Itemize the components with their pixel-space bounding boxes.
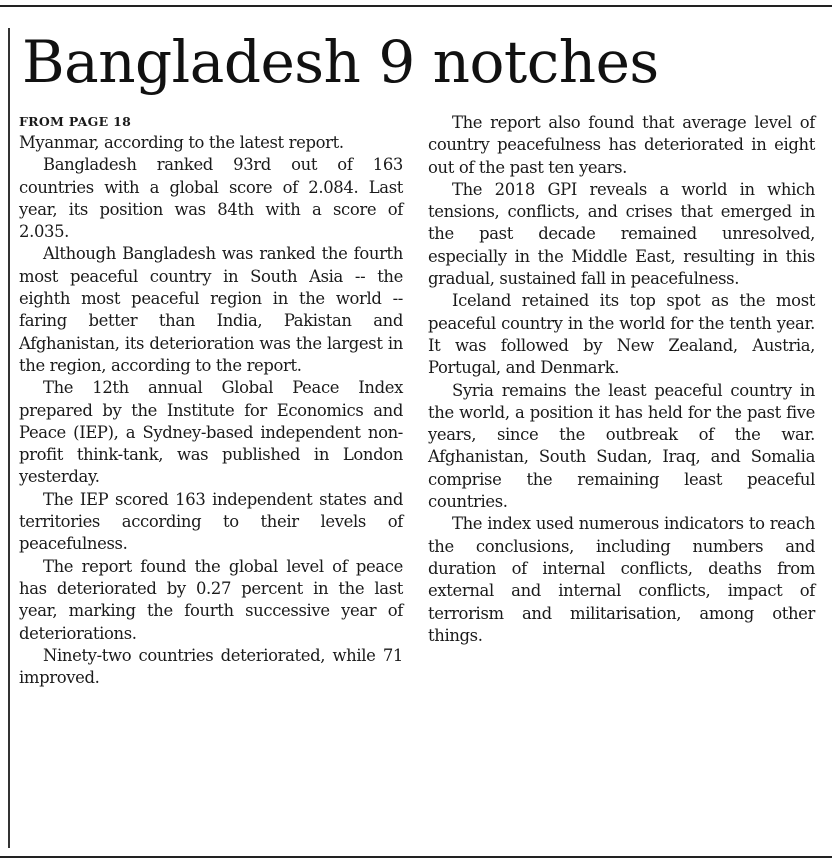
paragraph: The index used numerous indicators to reach the conclusions, including numbers and duration of internal conflicts, deaths from external and internal conflicts, impact of terrorism and militarisation, among other things. xyxy=(428,514,815,645)
paragraph: The report found the global level of peace has deteriorated by 0.27 percent in the last year, marking the fourth successive year of deteriorations. xyxy=(19,556,403,643)
right-column xyxy=(428,112,815,647)
paragraph: Syria remains the least peaceful country in the world, a position it has held for the past five years, since the outbreak of the war. Afghanistan, South Sudan, Iraq, and Somalia comprise the remaining least peaceful countries. xyxy=(428,380,815,512)
paragraph: The 2018 GPI reveals a world in which tensions, conflicts, and crises that emerged in the past decade remained unresolved, especially in the Middle East, resulting in this gradual, sustained fall in peacefulness. xyxy=(428,179,815,289)
left-column-rule xyxy=(8,28,10,848)
headline: Bangladesh 9 notches xyxy=(22,28,659,96)
paragraph: The 12th annual Global Peace Index prepared by the Institute for Economics and Peace (IEP), a Sydney-based independent non-profit think-tank, was published in London yesterday. xyxy=(19,378,403,487)
left-column xyxy=(19,112,403,689)
paragraph: Myanmar, according to the latest report. xyxy=(19,133,344,152)
top-rule xyxy=(0,5,832,7)
paragraph: Bangladesh ranked 93rd out of 163 countries with a global score of 2.084. Last year, its position was 84th with a score of 2.035. xyxy=(19,155,403,242)
paragraph: Although Bangladesh was ranked the fourth most peaceful country in South Asia -- the eighth most peaceful region in the world -- faring better than India, Pakistan and Afghanistan, its deterioration was the largest in the region, according to the report. xyxy=(19,244,403,375)
kicker: FROM PAGE 18 xyxy=(19,114,132,129)
bottom-rule xyxy=(0,856,832,858)
paragraph: Iceland retained its top spot as the most peaceful country in the world for the tenth year. It was followed by New Zealand, Austria, Portugal, and Denmark. xyxy=(428,291,815,378)
paragraph: The report also found that average level of country peacefulness has deteriorated in eight out of the past ten years. xyxy=(428,113,815,177)
paragraph: The IEP scored 163 independent states and territories according to their levels of peacefulness. xyxy=(19,489,403,554)
paragraph: Ninety-two countries deteriorated, while 71 improved. xyxy=(19,645,403,688)
